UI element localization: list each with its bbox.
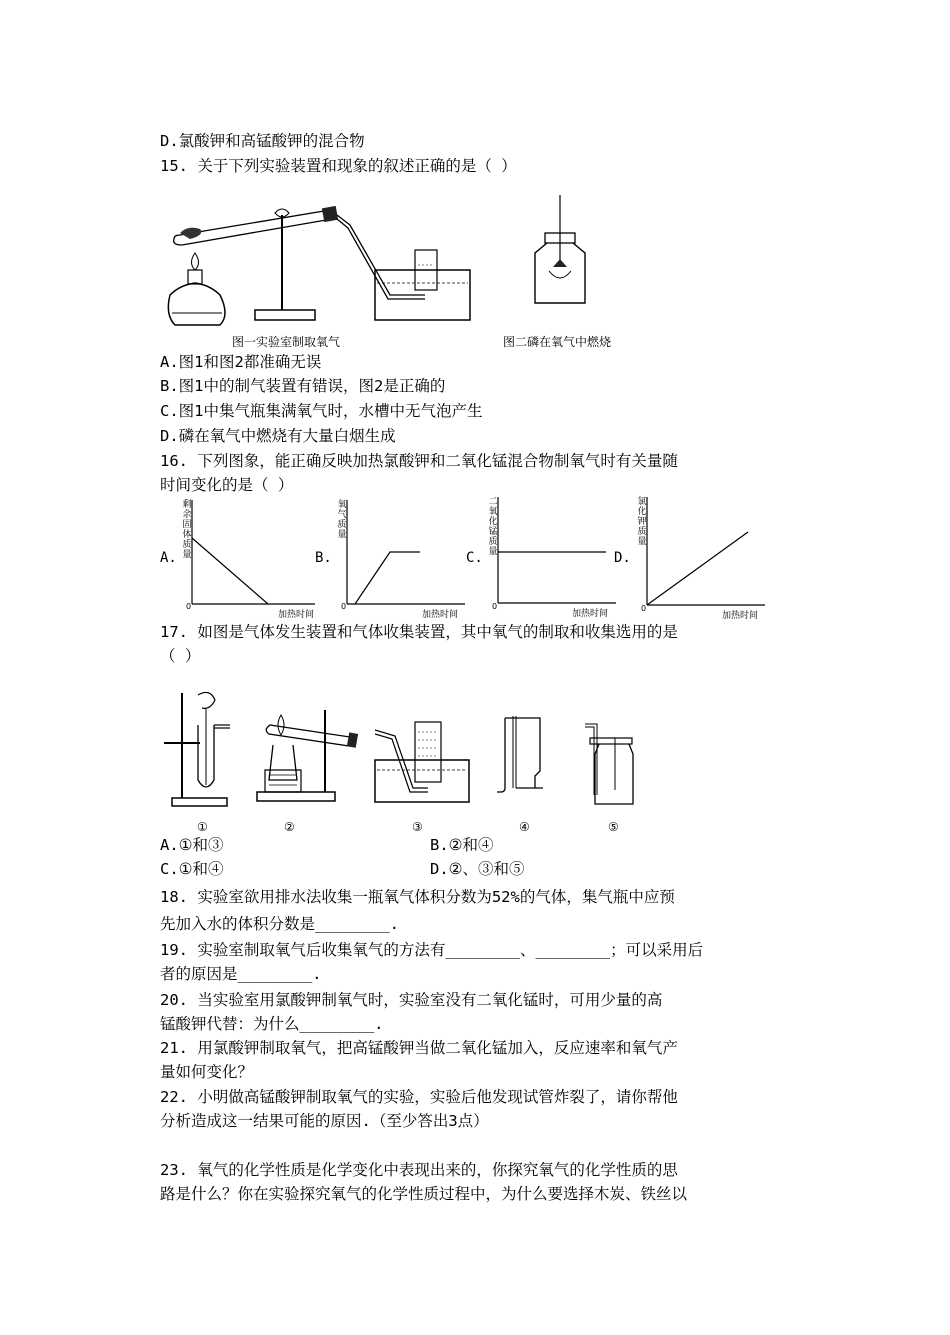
- graph-b-origin: 0: [341, 602, 347, 611]
- graph-d: [645, 497, 770, 609]
- apparatus-4-number: ④: [519, 820, 530, 834]
- q17-option-a: A.①和③: [160, 836, 224, 854]
- apparatus-3: [373, 720, 473, 805]
- q15-stem: 15. 关于下列实验装置和现象的叙述正确的是（ ）: [160, 157, 517, 175]
- apparatus-5-number: ⑤: [608, 820, 619, 834]
- q17-option-d: D.②、③和⑤: [430, 860, 525, 878]
- q15-option-c: C.图1中集气瓶集满氧气时，水槽中无气泡产生: [160, 402, 483, 420]
- figure2-phosphorus-bottle: [525, 195, 595, 320]
- apparatus-1: [160, 690, 240, 808]
- figure1-apparatus: [160, 195, 480, 330]
- q15-option-b: B.图1中的制气装置有错误，图2是正确的: [160, 377, 446, 395]
- graph-c-ylabel: 二氧化锰质量: [488, 497, 498, 557]
- graph-a-origin: 0: [186, 602, 192, 611]
- q19-line1: 19. 实验室制取氧气后收集氧气的方法有________、________；可以采用后: [160, 941, 704, 959]
- graph-d-ylabel: 氯化钾质量: [637, 497, 647, 547]
- q17-stem-line2: （ ）: [160, 647, 201, 665]
- apparatus-5: [585, 720, 640, 806]
- graph-d-xlabel: 加热时间: [722, 611, 759, 621]
- graph-b-ylabel: 氧气质量: [337, 500, 347, 540]
- apparatus-2-number: ②: [284, 820, 295, 834]
- graph-b: [345, 500, 470, 610]
- q19-line2: 者的原因是________.: [160, 965, 322, 983]
- q15-option-d: D.磷在氧气中燃烧有大量白烟生成: [160, 427, 396, 445]
- q18-line1: 18. 实验室欲用排水法收集一瓶氧气体积分数为52%的气体，集气瓶中应预: [160, 888, 675, 906]
- graph-d-origin: 0: [641, 604, 647, 613]
- q14-option-d: D.氯酸钾和高锰酸钾的混合物: [160, 132, 365, 150]
- q22-line1: 22. 小明做高锰酸钾制取氧气的实验，实验后他发现试管炸裂了，请你帮他: [160, 1088, 678, 1106]
- q15-option-a: A.图1和图2都准确无误: [160, 353, 322, 371]
- apparatus-3-number: ③: [412, 820, 423, 834]
- graph-a: [190, 500, 320, 610]
- figure1-caption: 图一实验室制取氧气: [232, 335, 341, 349]
- graph-b-label: B.: [315, 550, 332, 566]
- q20-line2: 锰酸钾代替：为什么________.: [160, 1015, 384, 1033]
- q16-stem-line1: 16. 下列图象，能正确反映加热氯酸钾和二氧化锰混合物制氧气时有关量随: [160, 452, 678, 470]
- q18-line2: 先加入水的体积分数是________.: [160, 915, 399, 933]
- graph-b-xlabel: 加热时间: [422, 610, 459, 620]
- graph-d-label: D.: [614, 550, 631, 566]
- q17-stem-line1: 17. 如图是气体发生装置和气体收集装置，其中氧气的制取和收集选用的是: [160, 623, 678, 641]
- apparatus-1-number: ①: [197, 820, 208, 834]
- q23-line1: 23. 氧气的化学性质是化学变化中表现出来的，你探究氧气的化学性质的思: [160, 1161, 678, 1179]
- graph-c: [496, 497, 621, 607]
- apparatus-4: [495, 716, 550, 806]
- graph-c-label: C.: [466, 550, 483, 566]
- apparatus-2: [255, 710, 360, 804]
- figure2-caption: 图二磷在氧气中燃烧: [503, 335, 612, 349]
- q21-line2: 量如何变化？: [160, 1063, 254, 1081]
- q21-line1: 21. 用氯酸钾制取氧气，把高锰酸钾当做二氧化锰加入，反应速率和氧气产: [160, 1039, 678, 1057]
- graph-a-ylabel: 剩余固体质量: [182, 500, 192, 560]
- graph-a-xlabel: 加热时间: [278, 610, 315, 620]
- q17-option-b: B.②和④: [430, 836, 494, 854]
- q20-line1: 20. 当实验室用氯酸钾制氧气时，实验室没有二氧化锰时，可用少量的高: [160, 991, 663, 1009]
- graph-c-origin: 0: [492, 602, 498, 611]
- q17-option-c: C.①和④: [160, 860, 224, 878]
- graph-c-xlabel: 加热时间: [572, 609, 609, 619]
- q23-line2: 路是什么？你在实验探究氧气的化学性质过程中，为什么要选择木炭、铁丝以: [160, 1185, 688, 1203]
- q16-stem-line2: 时间变化的是（ ）: [160, 476, 294, 494]
- q22-line2: 分析造成这一结果可能的原因.（至少答出3点）: [160, 1112, 489, 1130]
- graph-a-label: A.: [160, 550, 177, 566]
